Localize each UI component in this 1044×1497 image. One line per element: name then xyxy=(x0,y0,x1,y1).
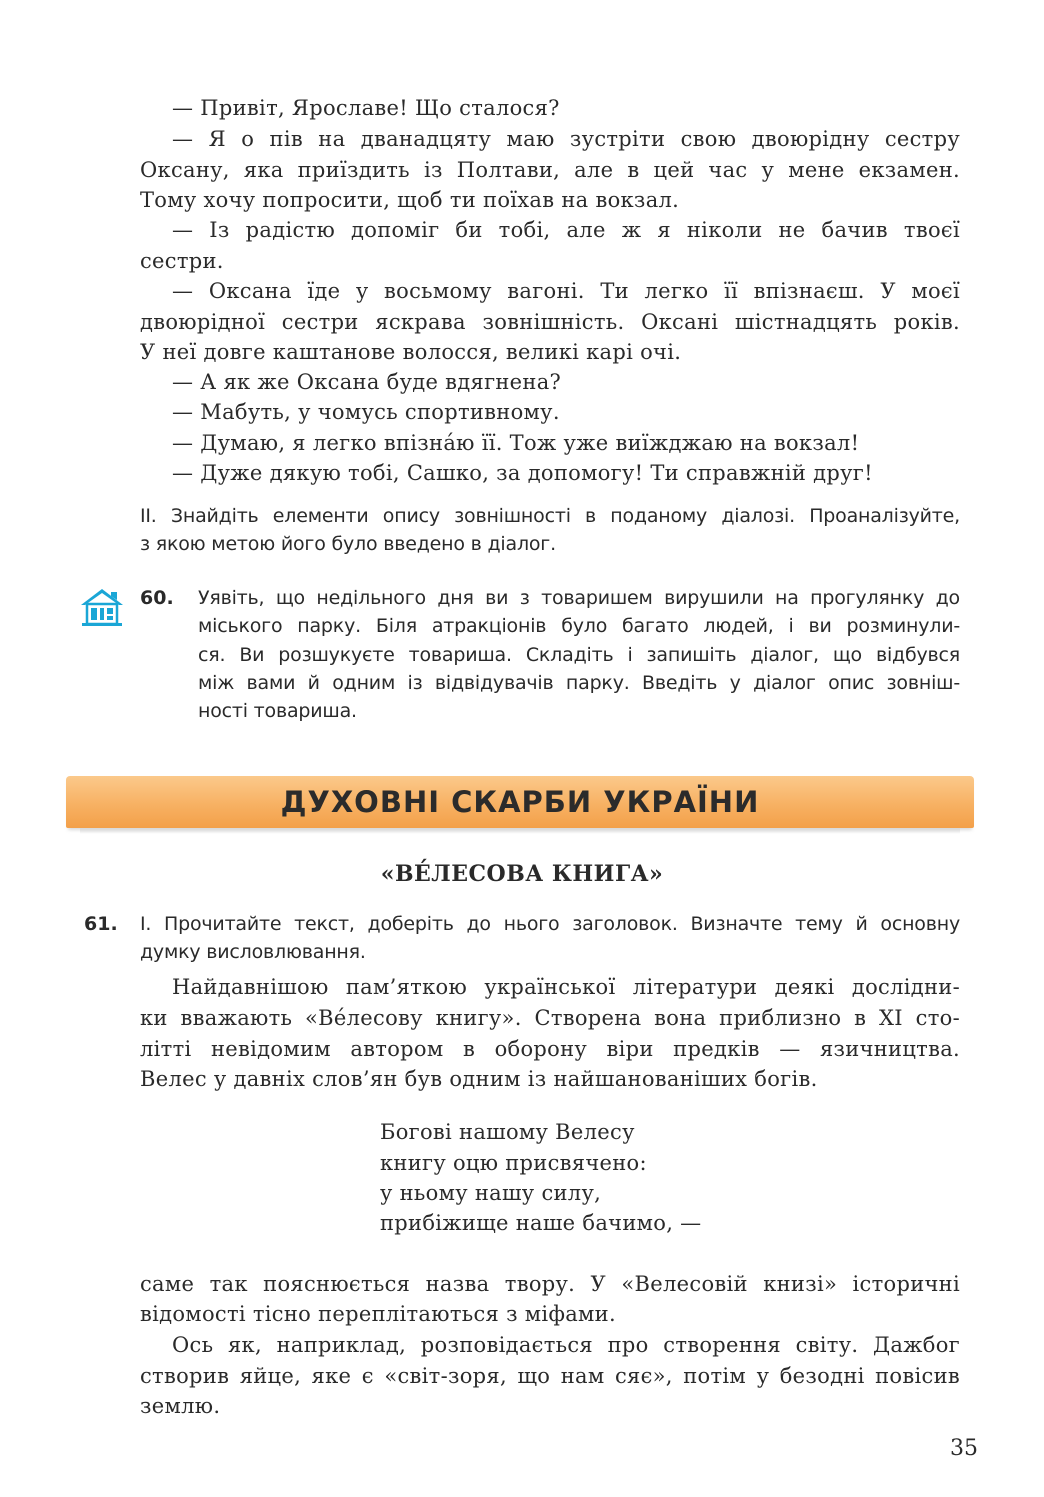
task-line: між вами й одним із відвідувачів парку. Введіть у діалог опис зовніш- xyxy=(198,672,960,694)
poem-line: Богові нашому Велесу xyxy=(380,1120,635,1144)
section-title: ДУХОВНІ СКАРБИ УКРАЇНИ xyxy=(280,785,760,819)
instruction-line: І. Прочитайте текст, доберіть до нього заголовок. Визначте тему й основну xyxy=(140,913,960,935)
paragraph-line: Ось як, наприклад, розповідається про створення світу. Дажбог xyxy=(172,1333,960,1357)
paragraph-line: Найдавнішою пам’яткою української літератури деякі дослідни- xyxy=(172,975,960,999)
dialog-line: — Думаю, я легко впізна́ю її. Тож уже виїжджаю на вокзал! xyxy=(172,431,860,455)
poem-line: у ньому нашу силу, xyxy=(380,1181,602,1205)
paragraph-line: літті невідомим автором в оборону віри предків — язичництва. xyxy=(140,1037,960,1061)
paragraph-line: Велес у давніх слов’ян був одним із найшанованіших богів. xyxy=(140,1067,818,1091)
banner-shadow xyxy=(80,828,960,834)
task-line: міського парку. Біля атракціонів було багато людей, і ви розминули- xyxy=(198,615,960,637)
dialog-line: — Я о пів на дванадцяту маю зустріти свою двоюрідну сестру xyxy=(172,127,960,151)
paragraph-line: створив яйце, яке є «світ-зоря, що нам сяє», потім у безодні повісив xyxy=(140,1364,960,1388)
section-subtitle: «ВЕ́ЛЕСОВА КНИГА» xyxy=(380,861,664,887)
task-line: ності товариша. xyxy=(198,700,357,722)
poem-line: прибіжище наше бачимо, — xyxy=(380,1211,702,1235)
task-number: 60. xyxy=(140,587,174,609)
dialog-line: Оксану, яка приїздить із Полтави, але в цей час у мене екзамен. xyxy=(140,158,960,182)
dialog-line: — А як же Оксана буде вдягнена? xyxy=(172,370,562,394)
instruction-line: думку висловлювання. xyxy=(140,941,366,963)
poem-line: книгу оцю присвячено: xyxy=(380,1151,647,1175)
dialog-line: Тому хочу попросити, щоб ти поїхав на вокзал. xyxy=(140,188,680,212)
paragraph-line: ки вважають «Ве́лесову книгу». Створена вона приблизно в XI сто- xyxy=(140,1006,960,1030)
dialog-line: — Із радістю допоміг би тобі, але ж я ніколи не бачив твоєї xyxy=(172,218,960,242)
page-number: 35 xyxy=(950,1436,978,1461)
dialog-line: У неї довге каштанове волосся, великі карі очі. xyxy=(140,340,682,364)
instruction-line: ІІ. Знайдіть елементи опису зовнішності в поданому діалозі. Проаналізуйте, xyxy=(140,505,960,527)
dialog-line: двоюрідної сестри яскрава зовнішність. Оксані шістнадцять років. xyxy=(140,310,960,334)
instruction-line: з якою метою його було введено в діалог. xyxy=(140,533,556,555)
dialog-line: — Оксана їде у восьмому вагоні. Ти легко її впізнаєш. У моєї xyxy=(172,279,960,303)
dialog-line: — Дуже дякую тобі, Сашко, за допомогу! Ти справжній друг! xyxy=(172,461,873,485)
task-line: Уявіть, що недільного дня ви з товаришем вирушили на прогулянку до xyxy=(198,587,960,609)
task-number: 61. xyxy=(84,913,118,935)
dialog-line: — Мабуть, у чомусь спортивному. xyxy=(172,400,560,424)
home-icon xyxy=(78,586,126,628)
dialog-line: сестри. xyxy=(140,249,224,273)
section-banner xyxy=(66,776,974,832)
paragraph-line: землю. xyxy=(140,1394,221,1418)
paragraph-line: відомості тісно переплітаються з міфами. xyxy=(140,1302,616,1326)
dialog-line: — Привіт, Ярославе! Що сталося? xyxy=(172,96,560,120)
task-line: ся. Ви розшукуєте товариша. Складіть і запишіть діалог, що відбувся xyxy=(198,644,960,666)
paragraph-line: саме так пояснюється назва твору. У «Велесовій книзі» історичні xyxy=(140,1272,960,1296)
